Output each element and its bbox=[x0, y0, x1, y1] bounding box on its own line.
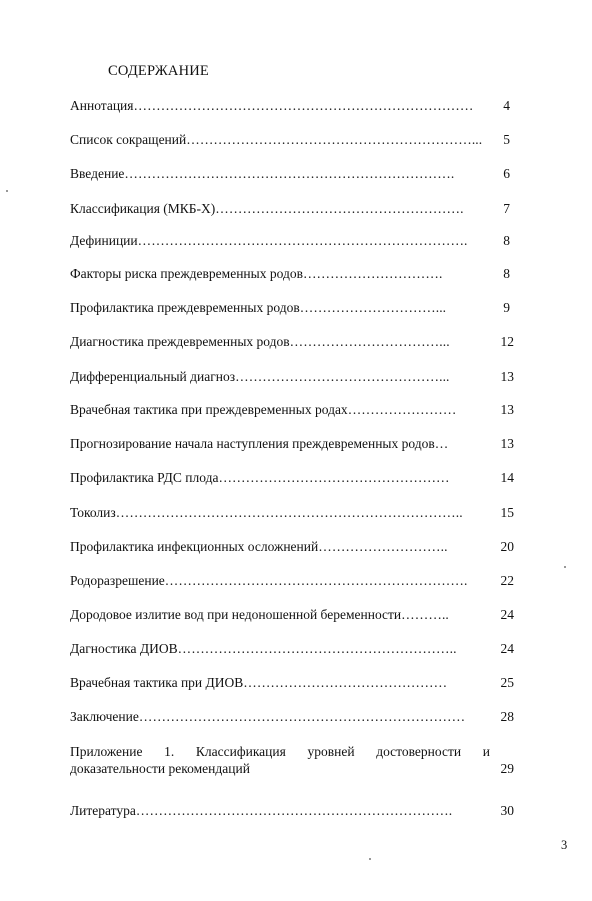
toc-entry-text: Дагностика ДИОВ bbox=[70, 641, 178, 656]
toc-leader: ……………………….. bbox=[318, 539, 448, 554]
toc-leader: …………………………... bbox=[299, 300, 447, 315]
toc-leader: ……………………………... bbox=[289, 334, 450, 349]
toc-page-number: 14 bbox=[500, 470, 514, 485]
toc-page-number: 5 bbox=[503, 132, 510, 147]
toc-leader: ………………………………………………………………. bbox=[137, 233, 468, 248]
toc-leader: ……….. bbox=[401, 607, 449, 622]
toc-entry-text: Литература bbox=[70, 803, 136, 818]
toc-leader: ……………………………………… bbox=[243, 675, 448, 690]
toc-entry[interactable] bbox=[70, 233, 486, 249]
toc-entry[interactable] bbox=[70, 607, 486, 623]
toc-entry-text: Дородовое излитие вод при недоношенной беременности bbox=[70, 607, 402, 622]
toc-page-number: 22 bbox=[500, 573, 514, 588]
scan-speck bbox=[6, 190, 8, 192]
toc-leader: …………………………………………… bbox=[218, 470, 450, 485]
toc-entry[interactable] bbox=[70, 573, 486, 589]
scan-speck bbox=[564, 566, 566, 568]
toc-leader: …………………………………………………………. bbox=[164, 573, 468, 588]
toc-entry[interactable] bbox=[70, 98, 486, 114]
toc-entry[interactable] bbox=[70, 132, 486, 148]
toc-entry-text: Введение bbox=[70, 166, 125, 181]
toc-page-number: 24 bbox=[500, 641, 514, 656]
toc-leader: ………………………………………………. bbox=[215, 201, 464, 216]
toc-page-number: 30 bbox=[500, 803, 514, 818]
toc-entry[interactable] bbox=[70, 369, 486, 385]
toc-leader: ………………………………………………………………….. bbox=[115, 505, 463, 520]
toc-page-number: 28 bbox=[500, 709, 514, 724]
toc-entry-text: Классификация (МКБ-Х) bbox=[70, 201, 216, 216]
toc-page-number: 12 bbox=[500, 334, 514, 349]
toc-page-number: 8 bbox=[503, 233, 510, 248]
toc-entry[interactable] bbox=[70, 641, 486, 657]
toc-entry-text: Заключение bbox=[70, 709, 139, 724]
toc-page-number: 8 bbox=[503, 266, 510, 281]
page-number: 3 bbox=[561, 838, 568, 852]
toc-entry[interactable] bbox=[70, 505, 486, 521]
toc-entry[interactable] bbox=[70, 334, 486, 350]
toc-leader: …………………… bbox=[347, 402, 457, 417]
toc-page-number: 15 bbox=[500, 505, 514, 520]
toc-entry[interactable] bbox=[70, 709, 486, 725]
toc-entry[interactable] bbox=[70, 166, 486, 182]
toc-leader: ……………………………………………………………… bbox=[138, 709, 466, 724]
toc-entry-appendix[interactable] bbox=[70, 743, 490, 777]
scan-speck bbox=[369, 858, 371, 860]
toc-entry[interactable] bbox=[70, 300, 486, 316]
toc-leader: ………………………………………………………………… bbox=[133, 98, 474, 113]
toc-entry[interactable] bbox=[70, 436, 486, 452]
toc-entry-text: доказательности рекомендаций bbox=[70, 761, 250, 776]
toc-entry-text: Врачебная тактика при ДИОВ bbox=[70, 675, 244, 690]
toc-entry-text: Прогнозирование начала наступления преждевременных родов… bbox=[70, 436, 449, 451]
toc-entry-text: Профилактика инфекционных осложнений bbox=[70, 539, 319, 554]
toc-leader: ……………………………………………………………. bbox=[135, 803, 453, 818]
toc-page-number: 6 bbox=[503, 166, 510, 181]
toc-entry-text: Профилактика РДС плода bbox=[70, 470, 219, 485]
page-title: СОДЕРЖАНИЕ bbox=[108, 63, 209, 79]
toc-entry[interactable] bbox=[70, 266, 486, 282]
toc-entry[interactable] bbox=[70, 675, 486, 691]
toc-page-number: 24 bbox=[500, 607, 514, 622]
toc-page-number: 9 bbox=[503, 300, 510, 315]
toc-entry-text: Факторы риска преждевременных родов bbox=[70, 266, 303, 281]
toc-entry[interactable] bbox=[70, 539, 486, 555]
toc-entry-text: Аннотация bbox=[70, 98, 134, 113]
toc-leader: …………………………. bbox=[302, 266, 443, 281]
toc-page-number: 4 bbox=[503, 98, 510, 113]
toc-page-number: 13 bbox=[500, 402, 514, 417]
toc-leader: ………………………………………... bbox=[235, 369, 450, 384]
toc-page-number: 7 bbox=[503, 201, 510, 216]
toc-entry-text: Дифференциальный диагноз bbox=[70, 369, 236, 384]
toc-entry[interactable] bbox=[70, 803, 486, 819]
toc-entry[interactable] bbox=[70, 201, 486, 217]
toc-page-number: 20 bbox=[500, 539, 514, 554]
toc-leader: …………………………………………………….. bbox=[177, 641, 457, 656]
toc-entry-text: Профилактика преждевременных родов bbox=[70, 300, 300, 315]
toc-entry-text: Врачебная тактика при преждевременных родах bbox=[70, 402, 348, 417]
toc-page-number: 29 bbox=[500, 761, 514, 776]
toc-entry-text: Родоразрешение bbox=[70, 573, 165, 588]
toc-entry-text: Список сокращений bbox=[70, 132, 187, 147]
toc-page-number: 13 bbox=[500, 436, 514, 451]
toc-entry-text: Токолиз bbox=[70, 505, 116, 520]
toc-page-number: 25 bbox=[500, 675, 514, 690]
toc-entry-text: Дефиниции bbox=[70, 233, 138, 248]
toc-page-number: 13 bbox=[500, 369, 514, 384]
toc-entry-text: Приложение 1. Классификация уровней достоверности и bbox=[70, 744, 490, 759]
toc-leader: ………………………………………………………... bbox=[186, 132, 483, 147]
toc-leader: ………………………………………………………………. bbox=[124, 166, 455, 181]
toc-entry-text: Диагностика преждевременных родов bbox=[70, 334, 290, 349]
toc-entry[interactable] bbox=[70, 470, 486, 486]
toc-entry[interactable] bbox=[70, 402, 486, 418]
